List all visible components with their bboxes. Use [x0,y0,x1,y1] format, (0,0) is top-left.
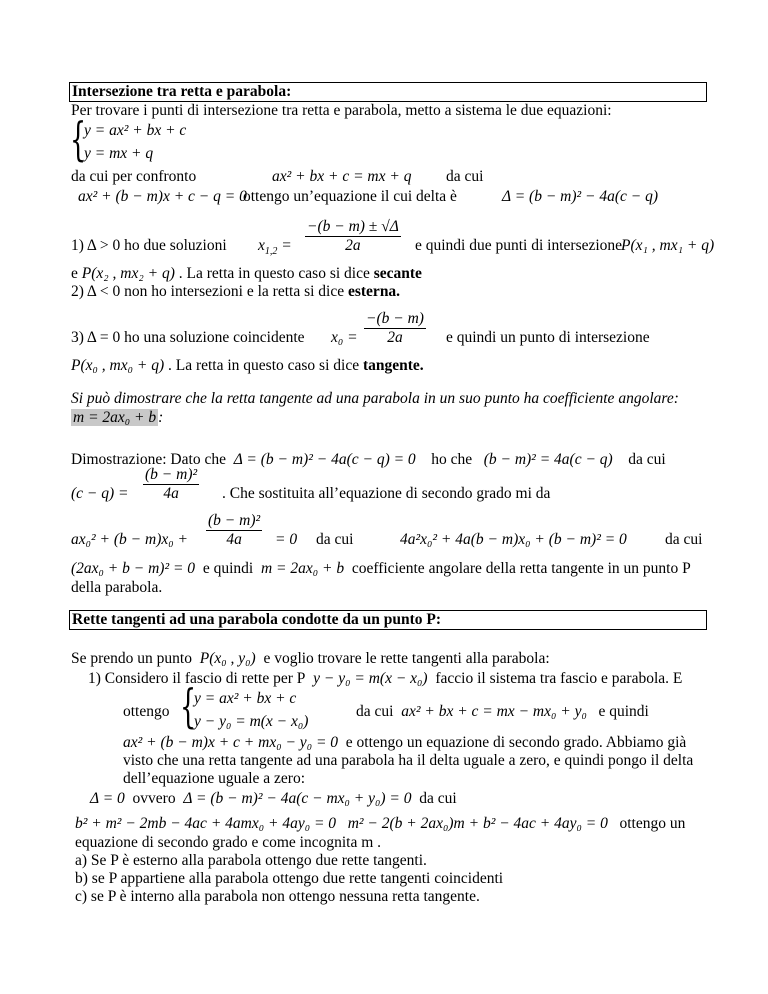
delta-expression: Δ = (b − m)² − 4a(c − q) [502,188,659,205]
case-3-numerator: −(b − m) [366,310,424,327]
case-3-fraction [364,310,426,347]
case-3-x: x₀ = [331,329,358,346]
tangente-term: tangente. [362,357,424,374]
section-2-intro: Se prendo un punto P(x₀ , y₀) e voglio trovare le rette tangenti alla parabola: [71,650,550,667]
system-2-text: da cui ax² + bx + c = mx − mx₀ + y₀ e quindi [356,703,649,720]
system-eq-2: y = mx + q [84,145,154,162]
esterna-term: esterna. [347,283,401,300]
substituted-fraction: $\frac{\text{(b − m)²}}{4a}$ [208,512,261,548]
cq-text: . Che sostituita all’equazione di secondo grado mi da [222,485,551,502]
case-3-denominator: 2a [387,329,403,346]
confronto-dacui: da cui [446,168,484,185]
expanded-text: da cui [665,531,703,548]
case-1-point-2: P(x₂ , mx₂ + q) [81,265,175,282]
list-item: c) se P è interno alla parabola non ottengo nessuna retta tangente. [75,888,480,905]
section-title-box [69,82,707,102]
case-1-denominator: 2a [345,237,361,254]
delta-zero-line: Δ = 0 ovvero Δ = (b − m)² − 4a(c − mx₀ + y₀) = 0 da cui [90,790,457,807]
proof-final-line-2: della parabola. [71,579,163,596]
expanded-m-line: b² + m² − 2mb − 4ac + 4amx₀ + 4ay₀ = 0 m² − 2(b + 2ax₀)m + b² − 4ac + 4ay₀ = 0 ottengo un [75,815,686,832]
expanded-m-line-2: equazione di secondo grado e come incognita m . [75,834,382,851]
confronto-label: da cui per confronto [71,168,197,185]
proof-line-1: Dimostrazione: Dato che Δ = (b − m)² − 4a(c − q) = 0 ho che (b − m)² = 4a(c − q) da cui [71,451,666,468]
case-2-line: 2) Δ < 0 non ho intersezioni e la retta si dice esterna. [71,283,401,300]
secante-term: secante [373,265,422,282]
case-1-fraction [305,218,401,255]
section-2-equation-line: ax² + (b − m)x + c + mx₀ − y₀ = 0 e ottengo un equazione di secondo grado. Abbiamo già [123,734,687,751]
section-2-title: Rette tangenti ad una parabola condotte da un punto P: [72,611,442,628]
substituted-text: da cui [316,531,354,548]
theorem-statement: Si può dimostrare che la retta tangente ad una parabola in un suo punto ha coefficiente angolare: [71,390,679,407]
system-2-eq-2: y − y₀ = m(x − x₀) [194,713,309,730]
step-1-line: 1) Considero il fascio di rette per P y − y₀ = m(x − x₀) faccio il sistema tra fascio e parabola. E [88,670,683,687]
system-2-eq-1: y = ax² + bx + c [194,690,297,707]
theorem-formula: m = 2ax₀ + b [73,409,157,426]
theorem-formula-line: m = 2ax₀ + b : [73,409,164,426]
case-1-numerator: −(b − m) ± √Δ [307,218,399,235]
system-2-brace: { [180,679,197,733]
case-3-point: P(x₀ , mx₀ + q) [71,357,165,374]
confronto-equation: ax² + bx + c = mx + q [272,168,412,185]
cq-fraction: $\frac{\text{(b − m)²}}{4a}$ [145,466,198,502]
cq-lhs: (c − q) = [71,485,129,502]
section-2-title-box [69,610,707,630]
quadratic-text: ottengo un’equazione il cui delta è [243,188,457,205]
proof-final-line: (2ax₀ + b − m)² = 0 e quindi m = 2ax₀ + b coefficiente angolare della retta tangente in un punto P [71,560,691,577]
case-1-text: e quindi due punti di intersezione [415,237,623,254]
section-2-para-1: visto che una retta tangente ad una parabola ha il delta uguale a zero, e quindi pongo il delta [123,752,694,769]
case-3-line2: P(x₀ , mx₀ + q) . La retta in questo caso si dice tangente. [71,357,424,374]
system-brace: { [70,112,87,166]
intro-text: Per trovare i punti di intersezione tra retta e parabola, metto a sistema le due equazioni: [71,102,612,119]
quadratic-equation: ax² + (b − m)x + c − q = 0 [78,188,247,205]
section-title: Intersezione tra retta e parabola: [72,83,292,100]
system-eq-1: y = ax² + bx + c [84,122,187,139]
case-3-label: 3) Δ = 0 ho una soluzione coincidente [71,329,305,346]
substituted-rhs: = 0 [275,531,298,548]
case-1-line2: e P(x₂ , mx₂ + q) . La retta in questo caso si dice secante [71,265,422,282]
expanded-equation: 4a²x₀² + 4a(b − m)x₀ + (b − m)² = 0 [400,531,627,548]
case-1-point-1: P(x₁ , mx₁ + q) [621,237,715,254]
substituted-lhs: ax₀² + (b − m)x₀ + [71,531,188,548]
case-1-label: 1) Δ > 0 ho due soluzioni [71,237,227,254]
ottengo-label: ottengo [123,703,170,720]
case-1-x: $x_{1,2}$ = [258,237,292,258]
list-item: b) se P appartiene alla parabola ottengo due rette tangenti coincidenti [75,870,504,887]
section-2-para-2: dell’equazione uguale a zero: [123,770,306,787]
list-item: a) Se P è esterno alla parabola ottengo due rette tangenti. [75,852,427,869]
case-3-text: e quindi un punto di intersezione [446,329,650,346]
